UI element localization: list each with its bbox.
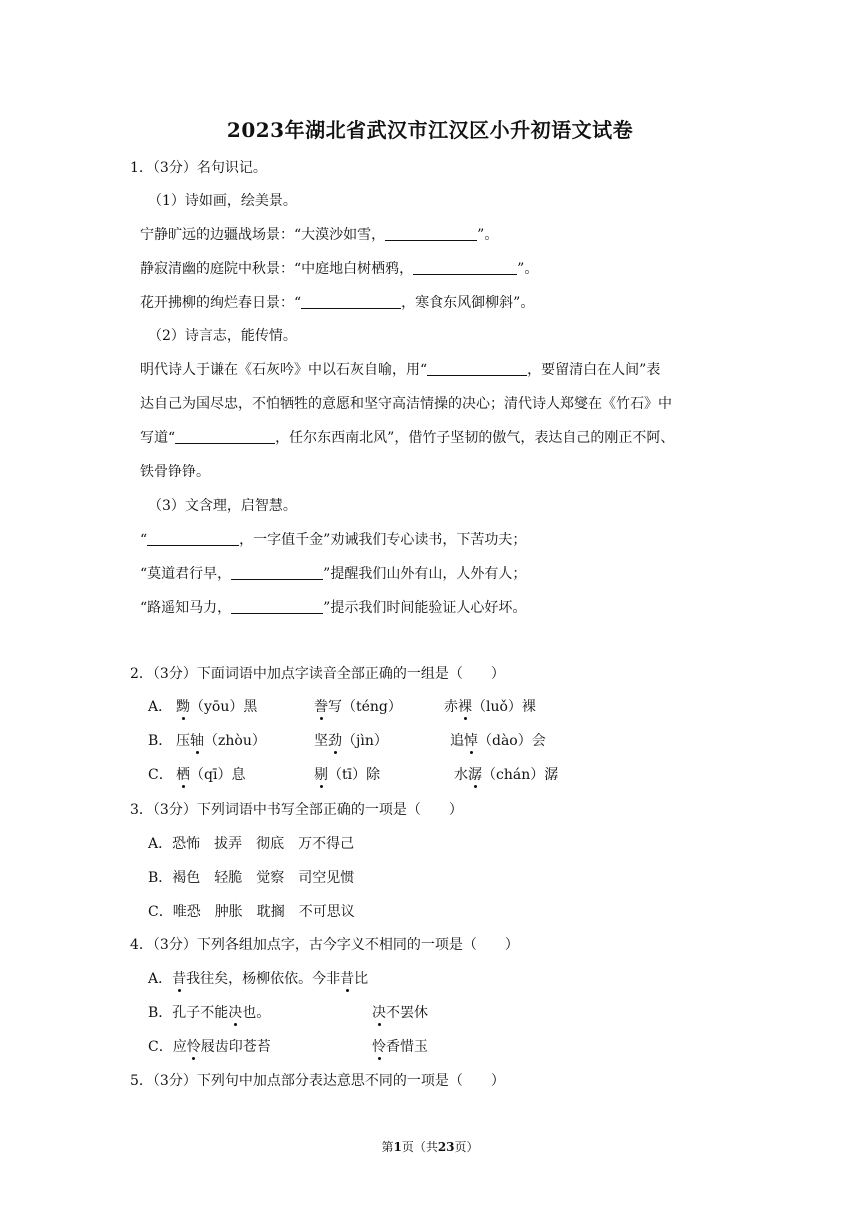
text: ”。 bbox=[477, 227, 499, 243]
option-label: C． bbox=[148, 1039, 173, 1055]
answer-blank[interactable] bbox=[427, 361, 527, 376]
text: 也。 bbox=[242, 1005, 271, 1021]
q1-part2-line1 bbox=[140, 360, 660, 380]
q1-part2-line3 bbox=[140, 428, 674, 448]
dotted-char: 誊 bbox=[314, 699, 328, 715]
q1-part3-line2 bbox=[140, 564, 526, 584]
q1-part3-title: （3）文含理，启智慧。 bbox=[148, 498, 297, 514]
text: ”提醒我们山外有山，人外有人； bbox=[323, 566, 527, 582]
q1-part1-title: （1）诗如画，绘美景。 bbox=[148, 193, 297, 209]
text: 我往矣，杨柳依依。今非 bbox=[186, 971, 341, 987]
answer-blank[interactable] bbox=[147, 531, 239, 546]
word bbox=[454, 765, 558, 785]
page-footer bbox=[0, 1138, 860, 1155]
text: （jìn） bbox=[342, 733, 388, 749]
text: 赤 bbox=[444, 699, 458, 715]
dotted-char: 昔 bbox=[340, 971, 355, 987]
text: 不罢休 bbox=[386, 1005, 428, 1021]
text: ，寒食东风御柳斜”。 bbox=[401, 295, 535, 311]
dotted-char: 栖 bbox=[176, 767, 190, 783]
question-5-stem: 5．（3分）下列句中加点部分表达意思不同的一项是（ ） bbox=[130, 1073, 505, 1089]
footer-text: 第 bbox=[381, 1140, 394, 1154]
text: ，要留清白在人间”表 bbox=[527, 362, 661, 378]
text: 写道“ bbox=[140, 430, 176, 446]
word bbox=[314, 697, 444, 717]
q1-part1-line2 bbox=[140, 259, 538, 279]
answer-blank[interactable] bbox=[301, 294, 401, 309]
text: “莫道君行早， bbox=[140, 566, 232, 582]
text: 水 bbox=[454, 767, 468, 783]
text: 坚 bbox=[314, 733, 328, 749]
q2-option-b[interactable] bbox=[148, 731, 546, 751]
text: 应 bbox=[172, 1039, 187, 1055]
text: 追 bbox=[450, 733, 464, 749]
dotted-char: 决 bbox=[372, 1005, 386, 1021]
dotted-char: 裸 bbox=[458, 699, 472, 715]
answer-blank[interactable] bbox=[175, 429, 275, 444]
dotted-char: 剔 bbox=[314, 767, 328, 783]
word bbox=[176, 731, 314, 751]
text: （luǒ）裸 bbox=[472, 699, 536, 715]
q3-option-c[interactable]: C．唯恐 肿胀 耽搁 不可思议 bbox=[148, 904, 355, 920]
dotted-char: 昔 bbox=[172, 971, 187, 987]
dotted-char: 悼 bbox=[464, 733, 478, 749]
page-number: 1 bbox=[393, 1140, 402, 1154]
dotted-char: 轴 bbox=[190, 733, 204, 749]
q2-option-a[interactable] bbox=[148, 697, 536, 717]
q1-part2-line2: 达自己为国尽忠，不怕牺牲的意愿和坚守高洁情操的决心；清代诗人郑燮在《竹石》中 bbox=[140, 396, 672, 412]
dotted-char: 劲 bbox=[328, 733, 342, 749]
answer-blank[interactable] bbox=[413, 260, 517, 275]
q1-part1-line3 bbox=[140, 293, 534, 313]
q3-option-a[interactable]: A．恐怖 拔弄 彻底 万不得己 bbox=[148, 836, 355, 852]
q4-option-a[interactable] bbox=[148, 969, 368, 989]
text: “路遥知马力， bbox=[140, 600, 232, 616]
word bbox=[314, 765, 454, 785]
text: ，一字值千金”劝诫我们专心读书，下苦功夫； bbox=[239, 532, 527, 548]
text: 静寂清幽的庭院中秋景：“中庭地白树栖鸦， bbox=[140, 261, 414, 277]
answer-blank[interactable] bbox=[231, 599, 323, 614]
phrase bbox=[148, 1037, 372, 1057]
text: 孔子不能 bbox=[172, 1005, 229, 1021]
total-pages: 23 bbox=[437, 1140, 455, 1154]
word bbox=[444, 697, 536, 717]
text: ”。 bbox=[517, 261, 539, 277]
q1-part2-line4: 铁骨铮铮。 bbox=[140, 464, 210, 480]
text: （yōu）黑 bbox=[190, 699, 258, 715]
dotted-char: 黝 bbox=[176, 699, 190, 715]
phrase bbox=[148, 1003, 372, 1023]
dotted-char: 怜 bbox=[372, 1039, 386, 1055]
q1-part2-title: （2）诗言志，能传情。 bbox=[148, 328, 297, 344]
text: 比 bbox=[354, 971, 369, 987]
text: 宁静旷远的边疆战场景：“大漠沙如雪， bbox=[140, 227, 386, 243]
text: 写（téng） bbox=[328, 699, 402, 715]
text: ”提示我们时间能验证人心好坏。 bbox=[323, 600, 527, 616]
footer-text: 页） bbox=[454, 1140, 479, 1154]
q3-option-b[interactable]: B．褐色 轻脆 觉察 司空见惯 bbox=[148, 870, 355, 886]
option-label: A． bbox=[148, 971, 173, 987]
option-label: B． bbox=[148, 733, 173, 749]
q1-part1-line1 bbox=[140, 225, 498, 245]
answer-blank[interactable] bbox=[385, 226, 477, 241]
option-label: B． bbox=[148, 1005, 173, 1021]
text: （chán）潺 bbox=[482, 767, 559, 783]
word bbox=[176, 765, 314, 785]
text: （qī）息 bbox=[190, 767, 246, 783]
answer-blank[interactable] bbox=[231, 565, 323, 580]
text: （tī）除 bbox=[328, 767, 381, 783]
q1-part3-line1 bbox=[140, 530, 526, 550]
q1-part3-line3 bbox=[140, 598, 526, 618]
text: 香惜玉 bbox=[386, 1039, 428, 1055]
page-title: 2023年湖北省武汉市江汉区小升初语文试卷 bbox=[226, 118, 634, 142]
word bbox=[450, 731, 546, 751]
footer-text: 页（共 bbox=[401, 1140, 438, 1154]
word bbox=[314, 731, 450, 751]
option-label: C． bbox=[148, 767, 173, 783]
option-label: A． bbox=[148, 699, 173, 715]
dotted-char: 潺 bbox=[468, 767, 482, 783]
text: 明代诗人于谦在《石灰吟》中以石灰自喻，用“ bbox=[140, 362, 428, 378]
dotted-char: 决 bbox=[228, 1005, 243, 1021]
text: 压 bbox=[176, 733, 190, 749]
text: 花开拂柳的绚烂春日景：“ bbox=[140, 295, 302, 311]
question-3-stem: 3．（3分）下列词语中书写全部正确的一项是（ ） bbox=[130, 802, 463, 818]
text: ，任尔东西南北风”，借竹子坚韧的傲气，表达自己的刚正不阿、 bbox=[275, 430, 675, 446]
text: “ bbox=[140, 532, 148, 548]
text: （dào）会 bbox=[478, 733, 546, 749]
q4-option-b[interactable] bbox=[148, 1003, 428, 1023]
q2-option-c[interactable] bbox=[148, 765, 558, 785]
question-2-stem: 2．（3分）下面词语中加点字读音全部正确的一组是（ ） bbox=[130, 666, 505, 682]
question-1-stem: 1．（3分）名句识记。 bbox=[130, 160, 267, 176]
dotted-char: 怜 bbox=[186, 1039, 201, 1055]
question-4-stem: 4．（3分）下列各组加点字，古今字义不相同的一项是（ ） bbox=[130, 937, 519, 953]
word bbox=[176, 697, 314, 717]
text: 屐齿印苍苔 bbox=[200, 1039, 271, 1055]
text: （zhòu） bbox=[204, 733, 266, 749]
q4-option-c[interactable] bbox=[148, 1037, 428, 1057]
